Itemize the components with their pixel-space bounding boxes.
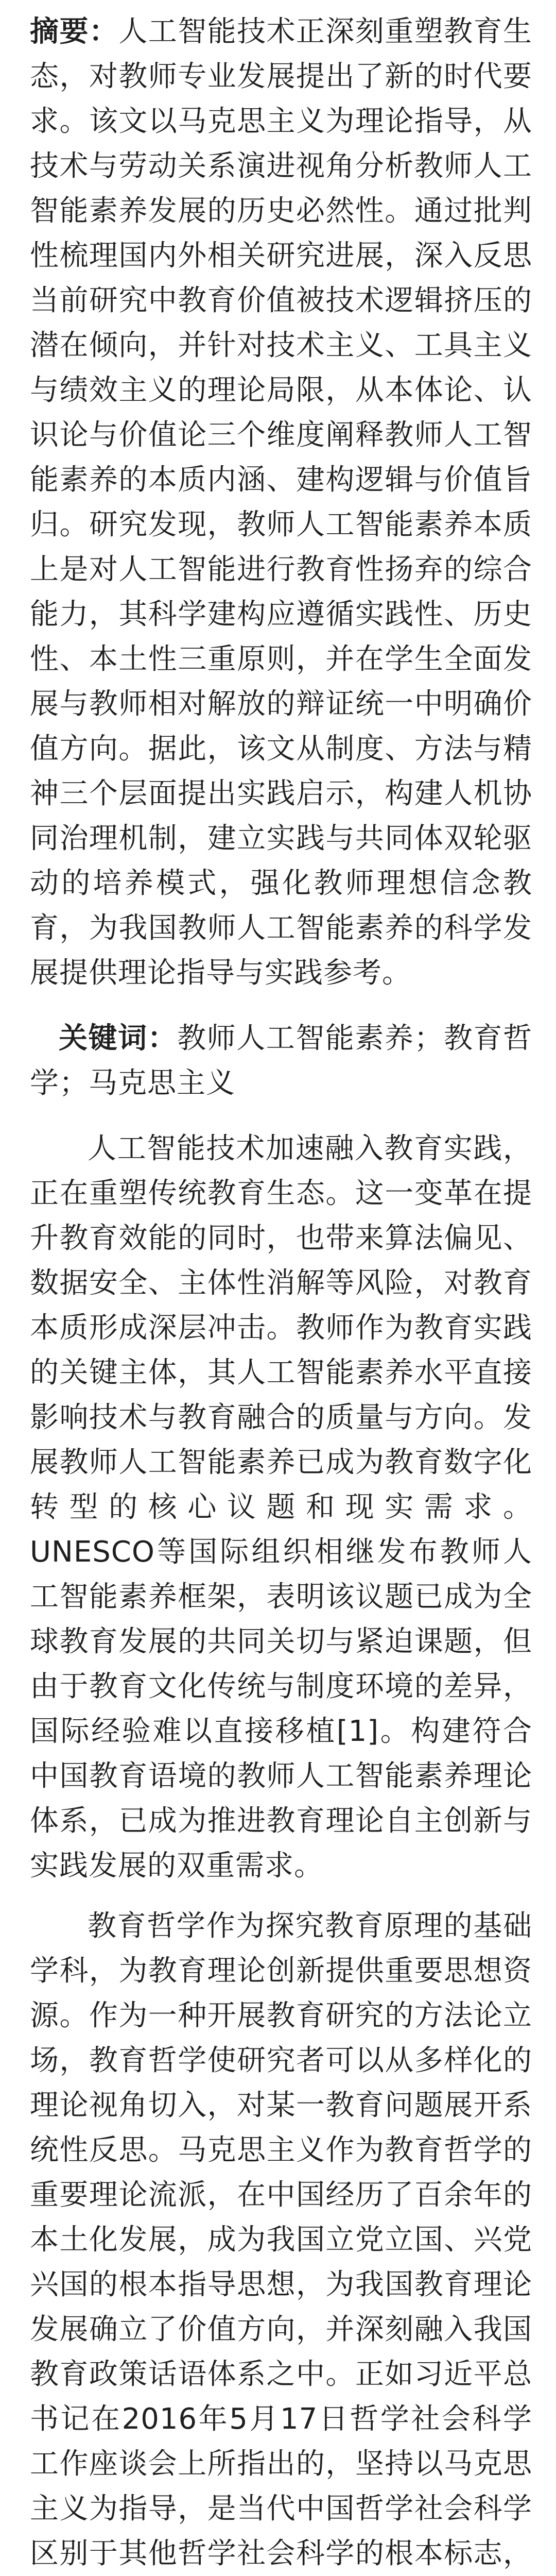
- abstract-text: 人工智能技术正深刻重塑教育生态，对教师专业发展提出了新的时代要求。该文以马克思主义为理论指导，从技术与劳动关系演进视角分析教师人工智能素养发展的历史必然性。通过批判性梳理国内外相关研究进展，深入反思当前研究中教育价值被技术逻辑挤压的潜在倾向，并针对技术主义、工具主义与绩效主义的理论局限，从本体论、认识论与价值论三个维度阐释教师人工智能素养的本质内涵、建构逻辑与价值旨归。研究发现，教师人工智能素养本质上是对人工智能进行教育性扬弃的综合能力，其科学建构应遵循实践性、历史性、本土性三重原则，并在学生全面发展与教师相对解放的辩证统一中明确价值方向。据此，该文从制度、方法与精神三个层面提出实践启示，构建人机协同治理机制，建立实践与共同体双轮驱动的培养模式，强化教师理想信念教育，为我国教师人工智能素养的科学发展提供理论指导与实践参考。: [30, 15, 532, 990]
- keywords-label: 关键词：: [59, 1022, 178, 1055]
- abstract-paragraph: [30, 9, 532, 995]
- abstract-label: 摘要：: [30, 15, 119, 48]
- body-paragraph: 人工智能技术加速融入教育实践，正在重塑传统教育生态。这一变革在提升教育效能的同时，也带来算法偏见、数据安全、主体性消解等风险，对教育本质形成深层冲击。教师作为教育实践的关键主体，其人工智能素养水平直接影响技术与教育融合的质量与方向。发展教师人工智能素养已成为教育数字化转型的核心议题和现实需求。UNESCO等国际组织相继发布教师人工智能素养框架，表明该议题已成为全球教育发展的共同关切与紧迫课题，但由于教育文化传统与制度环境的差异，国际经验难以直接移植[1]。构建符合中国教育语境的教师人工智能素养理论体系，已成为推进教育理论自主创新与实践发展的双重需求。: [30, 1132, 532, 1883]
- body-paragraph: 教育哲学作为探究教育原理的基础学科，为教育理论创新提供重要思想资源。作为一种开展教育研究的方法论立场，教育哲学使研究者可以从多样化的理论视角切入，对某一教育问题展开系统性反思。马克思主义作为教育哲学的重要理论流派，在中国经历了百余年的本土化发展，成为我国立党立国、兴党兴国的根本指导思想，为我国教育理论发展确立了价值方向，并深刻融入我国教育政策话语体系之中。正如习近平总书记在2016年5月17日哲学社会科学工作座谈会上所指出的，坚持以马克思主义为指导，是当代中国哲学社会科学区别于其他哲学社会科学的根本标志，: [30, 1909, 532, 2570]
- keywords-text: 教师人工智能素养；教育哲学；马克思主义: [30, 1022, 533, 1100]
- keywords-paragraph: [30, 1016, 532, 1106]
